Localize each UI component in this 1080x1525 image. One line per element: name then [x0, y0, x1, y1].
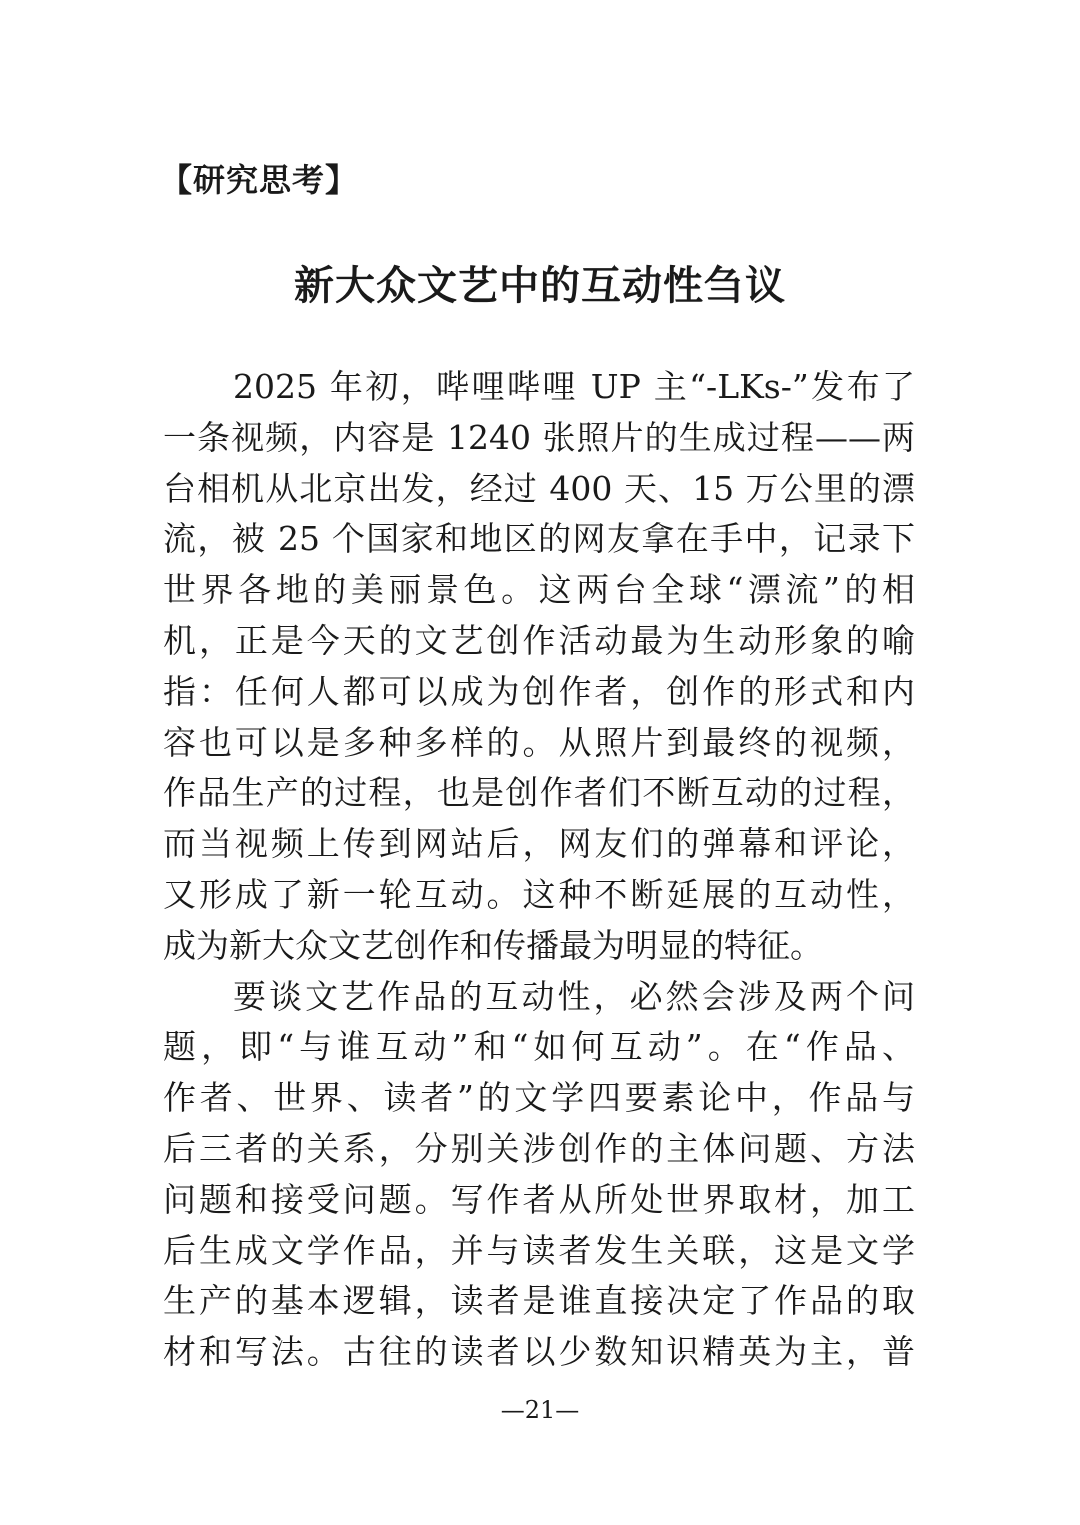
- paragraph-1-line: 流，被 25 个国家和地区的网友拿在手中，记录下: [163, 519, 915, 559]
- article-title: 新大众文艺中的互动性刍议: [294, 262, 786, 309]
- paragraph-1-line: 世界各地的美丽景色。这两台全球“漂流”的相: [163, 570, 915, 610]
- paragraph-1-line: 2025 年初，哔哩哔哩 UP 主“-LKs-”发布了: [233, 367, 915, 406]
- paragraph-2-line: 生产的基本逻辑，读者是谁直接决定了作品的取: [163, 1281, 915, 1321]
- paragraph-1-line: 台相机从北京出发，经过 400 天、15 万公里的漂: [163, 468, 915, 508]
- paragraph-1-line: 一条视频，内容是 1240 张照片的生成过程——两: [163, 417, 915, 457]
- paragraph-1-line: 机，正是今天的文艺创作活动最为生动形象的喻: [163, 620, 915, 660]
- page-number: —21—: [500, 1396, 580, 1424]
- paragraph-1-line: 作品生产的过程，也是创作者们不断互动的过程，: [163, 773, 915, 813]
- section-tag: 【研究思考】: [160, 161, 359, 199]
- paragraph-1-line: 成为新大众文艺创作和传播最为明显的特征。: [163, 925, 823, 965]
- paragraph-2-line: 后三者的关系，分别关涉创作的主体问题、方法: [163, 1128, 915, 1168]
- paragraph-2-line: 题，即“与谁互动”和“如何互动”。在“作品、: [163, 1027, 915, 1067]
- article-body: [163, 362, 915, 1378]
- paragraph-2-line: 要谈文艺作品的互动性，必然会涉及两个问: [233, 976, 915, 1016]
- paragraph-1-line: 而当视频上传到网站后，网友们的弹幕和评论，: [163, 824, 915, 864]
- paragraph-1-line: 又形成了新一轮互动。这种不断延展的互动性，: [163, 874, 915, 914]
- paragraph-1-line: 容也可以是多种多样的。从照片到最终的视频，: [163, 722, 915, 762]
- paragraph-2-line: 问题和接受问题。写作者从所处世界取材，加工: [163, 1179, 915, 1219]
- paragraph-2-line: 作者、世界、读者”的文学四要素论中，作品与: [163, 1078, 915, 1118]
- paragraph-2-line: 后生成文学作品，并与读者发生关联，这是文学: [163, 1230, 915, 1270]
- paragraph-1-line: 指：任何人都可以成为创作者，创作的形式和内: [163, 671, 915, 711]
- paragraph-2-line: 材和写法。古往的读者以少数知识精英为主，普: [163, 1332, 915, 1372]
